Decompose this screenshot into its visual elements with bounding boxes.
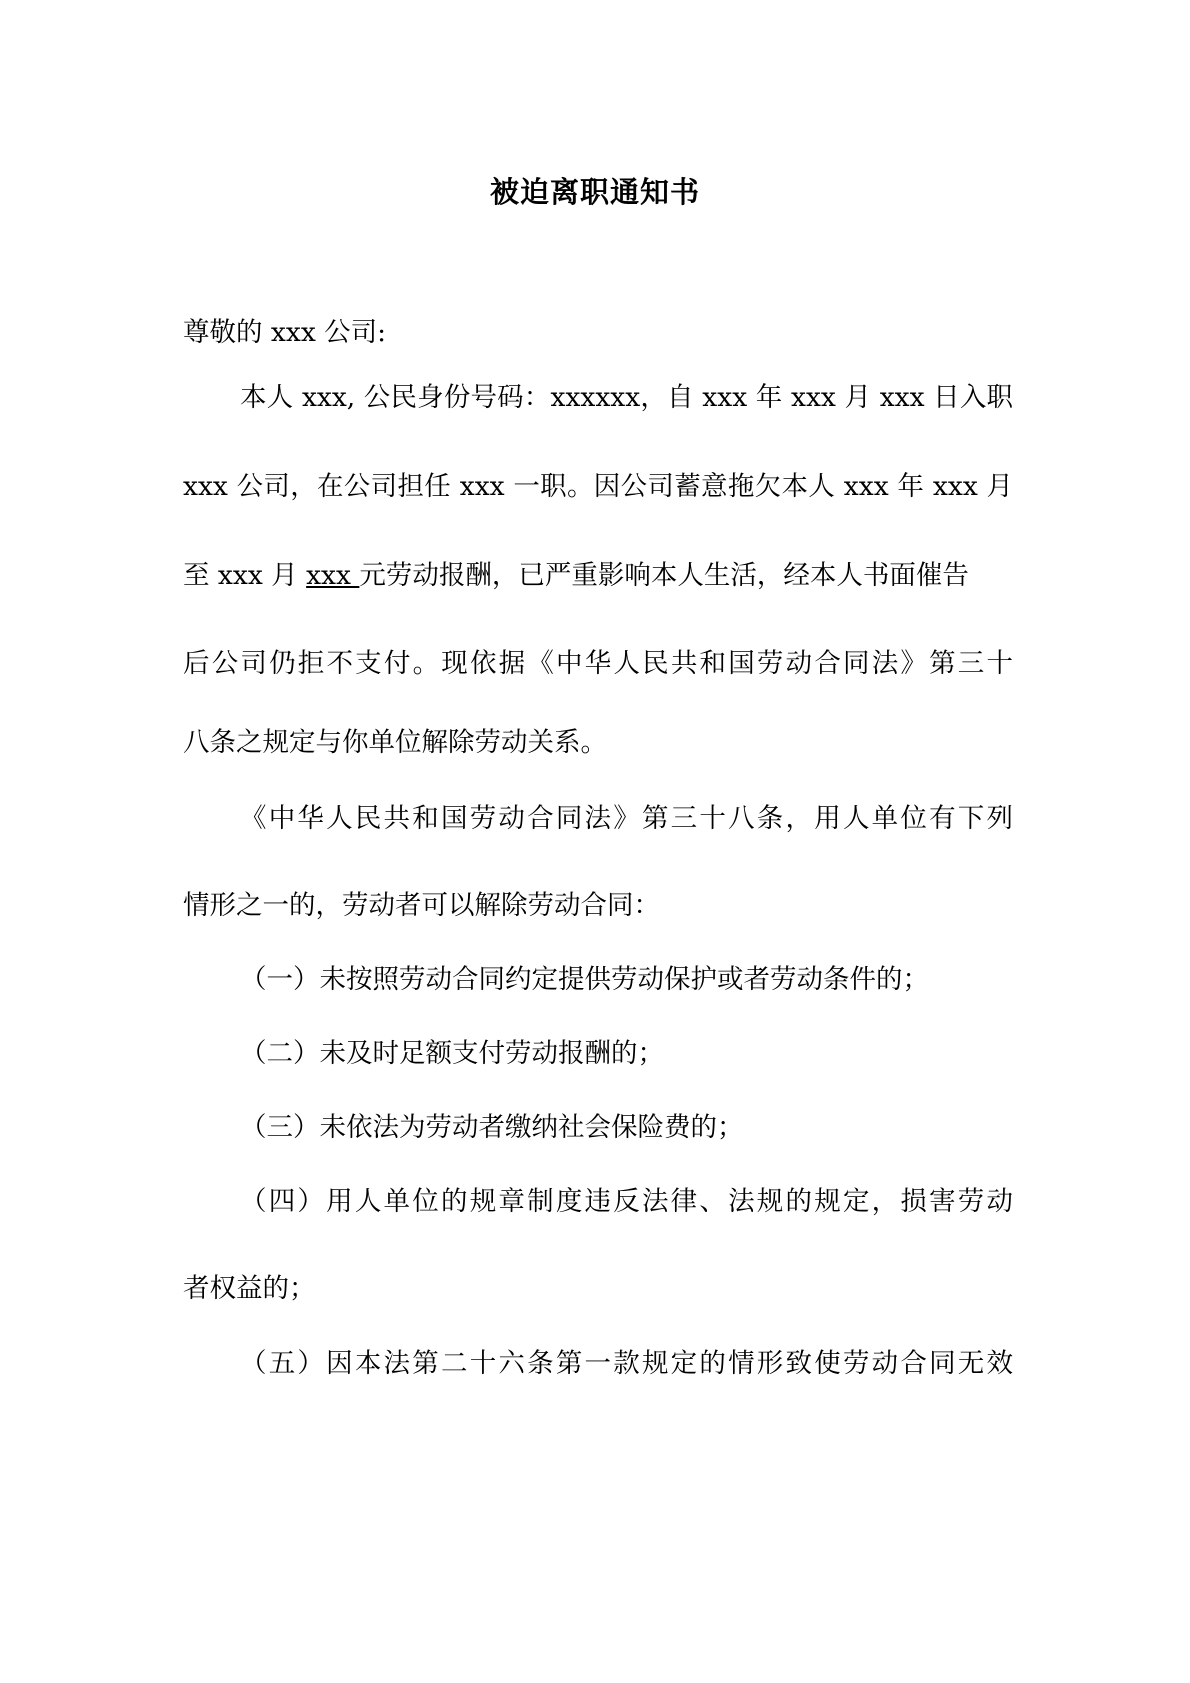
para1-line2: xxx 公司，在公司担任 xxx 一职。因公司蓄意拖欠本人 xxx 年 xxx 月 bbox=[183, 471, 1013, 502]
para2-line1: 《中华人民共和国劳动合同法》第三十八条，用人单位有下列 bbox=[240, 803, 1013, 834]
list-item-2: （二）未及时足额支付劳动报酬的； bbox=[240, 1038, 664, 1069]
list-item-5-line1: （五）因本法第二十六条第一款规定的情形致使劳动合同无效 bbox=[240, 1348, 1013, 1379]
para1-line1: 本人 xxx, 公民身份号码：xxxxxx，自 xxx 年 xxx 月 xxx 日入职 bbox=[240, 382, 1013, 413]
para1-line3-a: 至 xxx 月 bbox=[183, 560, 307, 591]
para1-line4: 后公司仍拒不支付。现依据《中华人民共和国劳动合同法》第三十 bbox=[183, 648, 1013, 679]
para1-line3 bbox=[183, 556, 1013, 596]
list-item-1: （一）未按照劳动合同约定提供劳动保护或者劳动条件的； bbox=[240, 964, 929, 995]
list-item-3: （三）未依法为劳动者缴纳社会保险费的； bbox=[240, 1112, 744, 1143]
para1-line5: 八条之规定与你单位解除劳动关系。 bbox=[183, 727, 607, 758]
unpaid-amount: xxx bbox=[306, 560, 360, 591]
list-item-4-line2: 者权益的； bbox=[183, 1273, 316, 1304]
salutation: 尊敬的 xxx 公司: bbox=[183, 317, 387, 348]
list-item-4-line1: （四）用人单位的规章制度违反法律、法规的规定，损害劳动 bbox=[240, 1186, 1013, 1217]
para1-line3-b: 元劳动报酬，已严重影响本人生活，经本人书面催告 bbox=[359, 560, 969, 591]
document-title: 被迫离职通知书 bbox=[489, 175, 700, 209]
para2-line2: 情形之一的，劳动者可以解除劳动合同： bbox=[183, 890, 660, 921]
